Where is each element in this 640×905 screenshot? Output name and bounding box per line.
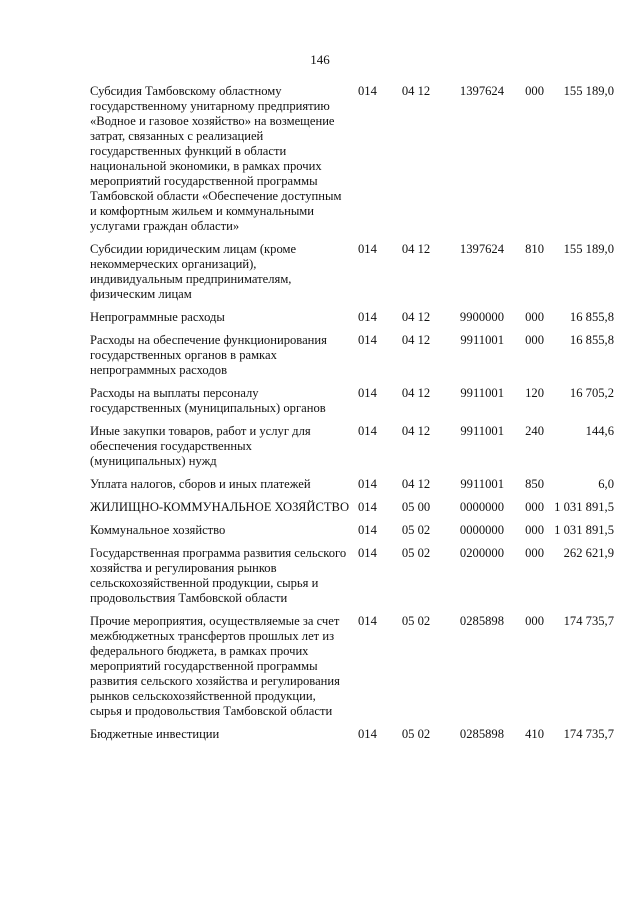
table-row	[90, 523, 614, 546]
row-name: Непрограммные расходы	[90, 310, 225, 324]
row-target-code: 1397624	[459, 242, 504, 256]
row-name: Субсидия Тамбовскому областному государственному унитарному предприятию «Водное и газовое хозяйство» на возмещение затрат, связанных с реализацией государственных функций в области национальной экономики, в рамках прочих мероприятий государственной программы Тамбовской области «Обеспечение доступным и комфортным жильем и коммунальными услугами граждан области»	[90, 84, 342, 233]
row-section-code: 05 02	[401, 546, 431, 560]
row-name: Субсидии юридическим лицам (кроме некоммерческих организаций), индивидуальным предпринимателям, физическим лицам	[90, 242, 297, 301]
table-row	[90, 424, 614, 477]
row-sum: 16 855,8	[569, 310, 614, 324]
table-row	[90, 614, 614, 727]
row-expense-type-code: 000	[525, 614, 544, 628]
row-target-code: 9900000	[459, 310, 504, 324]
row-name: Бюджетные инвестиции	[90, 727, 220, 741]
row-sum: 262 621,9	[563, 546, 614, 560]
row-ministry-code: 014	[358, 477, 377, 491]
row-section-code: 04 12	[401, 424, 431, 438]
row-sum: 16 705,2	[569, 386, 614, 400]
row-name: Уплата налогов, сборов и иных платежей	[90, 477, 311, 491]
row-section-code: 05 02	[401, 727, 431, 741]
row-section-code: 05 02	[401, 614, 431, 628]
budget-table	[90, 84, 614, 750]
row-expense-type-code: 000	[525, 523, 544, 537]
row-target-code: 0000000	[459, 500, 504, 514]
row-name: Расходы на обеспечение функционирования государственных органов в рамках непрограммных расходов	[90, 333, 327, 377]
row-sum: 155 189,0	[563, 242, 614, 256]
row-expense-type-code: 000	[525, 84, 544, 98]
row-sum: 174 735,7	[563, 614, 614, 628]
row-ministry-code: 014	[358, 424, 377, 438]
row-expense-type-code: 120	[525, 386, 544, 400]
budget-table-body	[90, 84, 614, 750]
row-sum: 174 735,7	[563, 727, 614, 741]
row-ministry-code: 014	[358, 242, 377, 256]
row-expense-type-code: 000	[525, 333, 544, 347]
row-name: ЖИЛИЩНО-КОММУНАЛЬНОЕ ХОЗЯЙСТВО	[90, 500, 350, 514]
row-ministry-code: 014	[358, 523, 377, 537]
row-sum: 1 031 891,5	[554, 500, 614, 514]
table-row	[90, 242, 614, 310]
table-row	[90, 386, 614, 424]
row-target-code: 0285898	[459, 614, 504, 628]
row-section-code: 04 12	[401, 333, 431, 347]
table-row	[90, 500, 614, 523]
row-expense-type-code: 000	[525, 500, 544, 514]
row-expense-type-code: 410	[525, 727, 544, 741]
row-ministry-code: 014	[358, 614, 377, 628]
row-target-code: 0200000	[459, 546, 504, 560]
row-section-code: 04 12	[401, 310, 431, 324]
row-sum: 1 031 891,5	[554, 523, 614, 537]
row-ministry-code: 014	[358, 333, 377, 347]
row-name: Расходы на выплаты персоналу государственных (муниципальных) органов	[90, 386, 326, 415]
row-target-code: 9911001	[460, 477, 504, 491]
row-sum: 144,6	[585, 424, 614, 438]
row-section-code: 04 12	[401, 477, 431, 491]
row-ministry-code: 014	[358, 310, 377, 324]
row-target-code: 9911001	[460, 424, 504, 438]
row-ministry-code: 014	[358, 84, 377, 98]
table-row	[90, 727, 614, 750]
table-row	[90, 477, 614, 500]
table-row	[90, 546, 614, 614]
row-target-code: 1397624	[459, 84, 504, 98]
row-target-code: 0000000	[459, 523, 504, 537]
row-section-code: 05 02	[401, 523, 431, 537]
table-row	[90, 333, 614, 386]
row-ministry-code: 014	[358, 546, 377, 560]
row-ministry-code: 014	[358, 386, 377, 400]
table-row	[90, 310, 614, 333]
row-expense-type-code: 000	[525, 310, 544, 324]
page-number: 146	[310, 52, 330, 67]
row-ministry-code: 014	[358, 727, 377, 741]
row-section-code: 04 12	[401, 386, 431, 400]
row-ministry-code: 014	[358, 500, 377, 514]
row-expense-type-code: 000	[525, 546, 544, 560]
row-expense-type-code: 850	[525, 477, 544, 491]
row-expense-type-code: 810	[525, 242, 544, 256]
row-target-code: 0285898	[459, 727, 504, 741]
row-section-code: 04 12	[401, 84, 431, 98]
row-target-code: 9911001	[460, 386, 504, 400]
row-name: Прочие мероприятия, осуществляемые за счет межбюджетных трансфертов прошлых лет из федерального бюджета, в рамках прочих мероприятий государственной программы развития сельского хозяйства и регулирования рынков сельскохозяйственной продукции, сырья и продовольствия Тамбовской области	[90, 614, 340, 718]
row-name: Коммунальное хозяйство	[90, 523, 226, 537]
row-target-code: 9911001	[460, 333, 504, 347]
row-sum: 16 855,8	[569, 333, 614, 347]
row-name: Иные закупки товаров, работ и услуг для обеспечения государственных (муниципальных) нужд	[90, 424, 311, 468]
table-row	[90, 84, 614, 242]
row-section-code: 04 12	[401, 242, 431, 256]
row-sum: 6,0	[598, 477, 614, 491]
row-expense-type-code: 240	[525, 424, 544, 438]
row-section-code: 05 00	[401, 500, 431, 514]
row-sum: 155 189,0	[563, 84, 614, 98]
row-name: Государственная программа развития сельского хозяйства и регулирования рынков сельскохозяйственной продукции, сырья и продовольствия Тамбовской области	[90, 546, 347, 605]
